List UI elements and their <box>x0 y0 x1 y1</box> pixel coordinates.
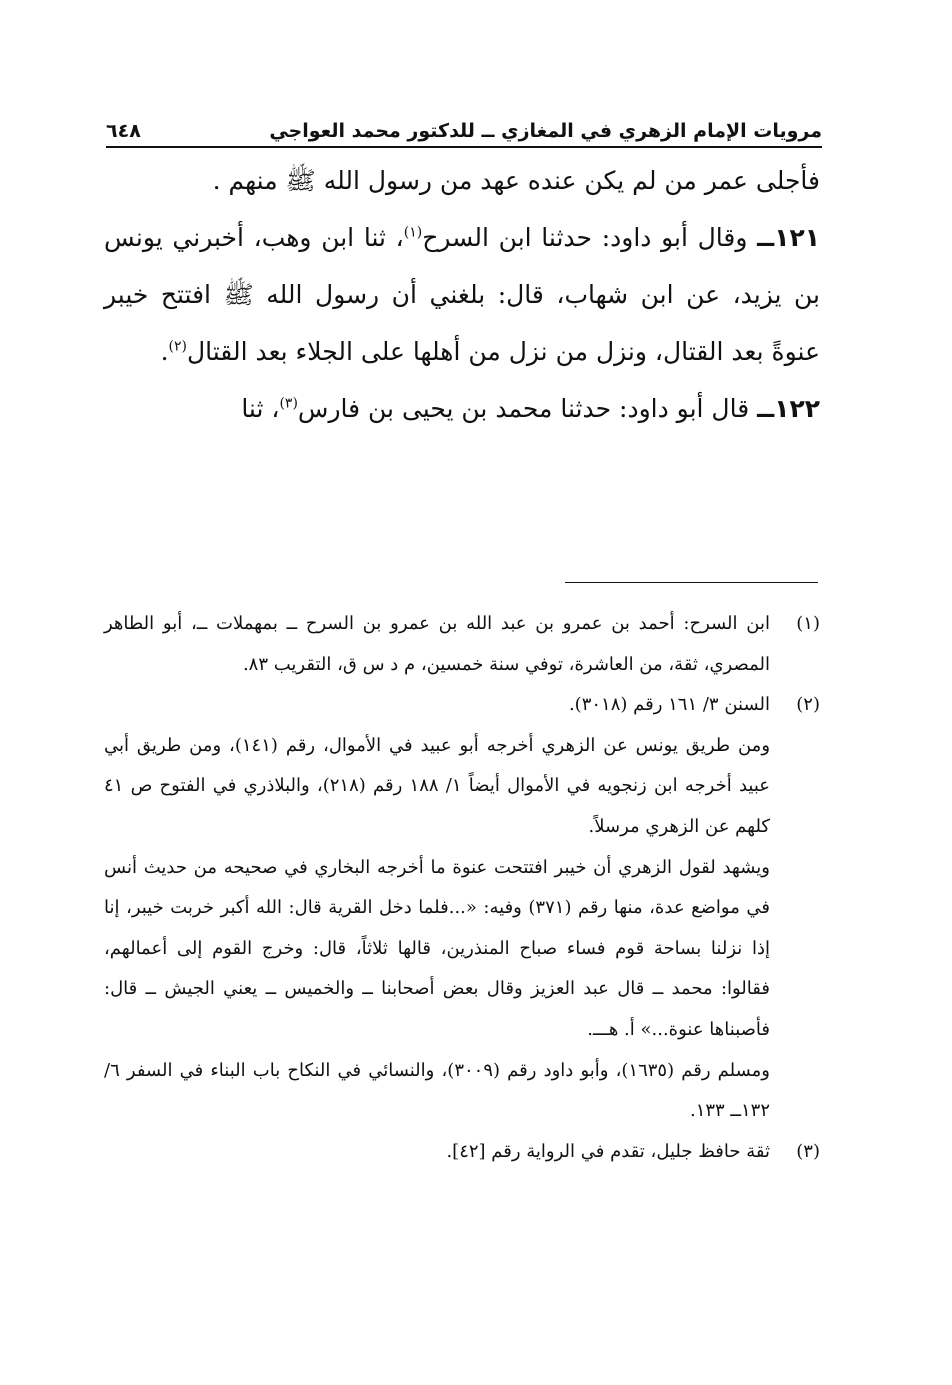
running-header <box>106 108 822 142</box>
hadith-121-end: . <box>160 337 169 366</box>
hadith-121-text-a: وقال أبو داود: حدثنا ابن السرح <box>422 223 758 252</box>
hadith-122-text-a: قال أبو داود: حدثنا محمد بن يحيى بن فارس <box>297 394 758 423</box>
hadith-number-121: ١٢١ــ <box>757 223 820 252</box>
footnote-3-number: (٣) <box>796 1140 820 1162</box>
hadith-number-122: ١٢٢ــ <box>757 394 820 423</box>
footnote-ref-2[interactable]: (٢) <box>168 338 187 355</box>
footnote-separator <box>565 582 818 583</box>
hadith-122-text-b: ، ثنا <box>241 394 280 423</box>
hadith-122 <box>104 380 820 437</box>
footnote-ref-3[interactable]: (٣) <box>279 395 298 412</box>
main-text <box>104 152 820 437</box>
paragraph-continuation <box>104 152 820 209</box>
hadith-121-text-b: ، ثنا ابن وهب، أخبرني يونس بن يزيد، عن ابن شهاب، قال: بلغني أن رسول الله ﷺ افتتح خيبر عنوةً بعد القتال، ونزل من نزل من أهلها على الجلاء بعد القتال <box>104 223 820 366</box>
hadith-121 <box>104 209 820 380</box>
footnote-3-text: ثقة حافظ جليل، تقدم في الرواية رقم [٤٢]. <box>446 1140 770 1162</box>
footnote-2-paragraph-4: ومسلم رقم (١٦٣٥)، وأبو داود رقم (٣٠٠٩)، والنسائي في النكاح باب البناء في السفر ٦/ ١٣٢ــ ١٣٣. <box>104 1059 770 1122</box>
footnote-1 <box>104 604 820 685</box>
footnote-2-text: السنن ٣/ ١٦١ رقم (٣٠١٨). <box>568 694 770 716</box>
footnote-1-text: ابن السرح: أحمد بن عمرو بن عبد الله بن عمرو بن السرح ــ بمهملات ــ، أبو الطاهر المصري، ثقة، من العاشرة، توفي سنة خمسين، م د س ق، التقريب ٨٣. <box>104 613 770 675</box>
footnotes <box>104 604 820 1172</box>
header-title: مرويات الإمام الزهري في المغازي ــ للدكتور محمد العواجي <box>269 120 822 142</box>
footnote-1-number: (١) <box>796 613 820 634</box>
footnote-2-paragraph-3: ويشهد لقول الزهري أن خيبر افتتحت عنوة ما أخرجه البخاري في صحيحه من حديث أنس في مواضع عدة، منها رقم (٣٧١) وفيه: «...فلما دخل القرية قال: الله أكبر خربت خيبر، إنا إذا نزلنا بساحة قوم فساء صباح المنذرين، قالها ثلاثاً، قال: وخرج القوم إلى أعمالهم، فقالوا: محمد ــ قال عبد العزيز وقال بعض أصحابنا ــ والخميس ــ يعني الجيش ــ قال: فأصبناها عنوة...» أ. هـــ. <box>104 856 770 1040</box>
footnote-2-number: (٢) <box>796 694 820 716</box>
continuation-text: فأجلى عمر من لم يكن عنده عهد من رسول الله ﷺ منهم . <box>212 166 820 195</box>
header-rule <box>106 146 822 148</box>
footnote-3 <box>104 1132 820 1173</box>
footnote-2-paragraph-2: ومن طريق يونس عن الزهري أخرجه أبو عبيد في الأموال، رقم (١٤١)، ومن طريق أبي عبيد أخرجه ابن زنجويه في الأموال أيضاً ١/ ١٨٨ رقم (٢١٨)، والبلاذري في الفتوح ص ٤١ كلهم عن الزهري مرسلاً. <box>104 734 771 837</box>
page-number: ٦٤٨ <box>106 120 141 142</box>
footnote-ref-1[interactable]: (١) <box>403 224 423 241</box>
footnote-2 <box>104 685 820 726</box>
